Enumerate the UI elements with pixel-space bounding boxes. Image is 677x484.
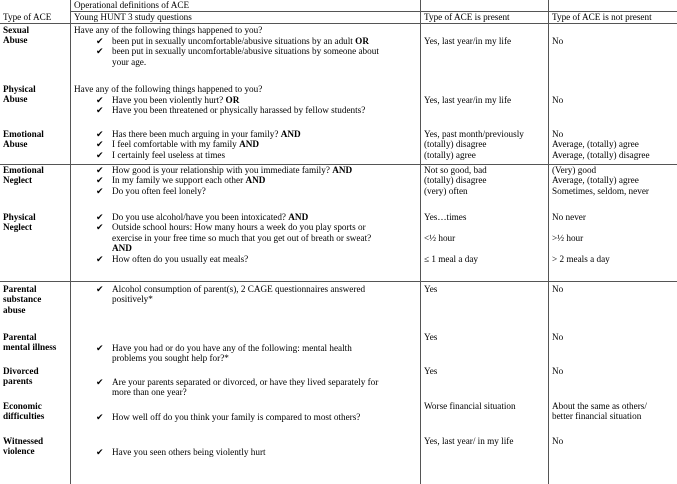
question-item: Outside school hours: How many hours a week do you play sports or — [112, 222, 366, 233]
question-item: problems you sought help for?* — [112, 353, 229, 364]
checkmark-icon: ✔ — [96, 185, 104, 196]
ace-type-label: Emotional — [3, 165, 44, 175]
col-divider-1 — [70, 0, 71, 484]
question-item: exercise in your free time so much that you get out of breath or sweat? — [112, 232, 372, 243]
ace-type-label: Emotional — [3, 129, 44, 139]
question-item: Do you often feel lonely? — [112, 185, 206, 196]
checkmark-icon: ✔ — [96, 253, 104, 264]
super-header: Operational definitions of ACE — [74, 0, 190, 10]
section-divider-2 — [0, 281, 677, 282]
checkmark-icon: ✔ — [96, 105, 104, 116]
checkmark-icon: ✔ — [96, 284, 104, 294]
ace-type-label: Witnessed — [3, 436, 44, 446]
ace-type-label: Neglect — [3, 222, 33, 233]
ace-not-present-value: No — [552, 129, 564, 139]
question-item: Have you been violently hurt? OR — [112, 95, 240, 105]
ace-type-label: violence — [3, 446, 35, 457]
ace-not-present-value: > 2 meals a day — [552, 253, 610, 264]
checkmark-icon: ✔ — [96, 36, 104, 46]
header-questions: Young HUNT 3 study questions — [74, 12, 192, 22]
ace-type-label: Divorced — [3, 366, 39, 376]
ace-not-present-value: Sometimes, seldom, never — [552, 185, 649, 196]
ace-type-label: Physical — [3, 84, 36, 94]
ace-type-label: Parental — [3, 332, 37, 342]
ace-present-value: Yes…times — [424, 212, 467, 222]
question-item: Are your parents separated or divorced, or have they lived separately for — [112, 377, 379, 387]
ace-type-label: difficulties — [3, 411, 45, 422]
ace-not-present-value: About the same as others/ — [552, 401, 647, 411]
ace-type-label: Abuse — [3, 139, 28, 150]
col-divider-2 — [420, 0, 421, 484]
col-divider-3 — [548, 0, 549, 484]
ace-type-label: Abuse — [3, 94, 28, 105]
ace-type-label: parents — [3, 376, 33, 387]
question-item: Have you had or do you have any of the following: mental health — [112, 343, 352, 353]
question-intro: Have any of the following things happened to you? — [74, 25, 263, 35]
ace-type-label: Sexual — [3, 25, 30, 35]
question-item: Alcohol consumption of parent(s), 2 CAGE questionnaires answered — [112, 284, 366, 294]
ace-present-value: Not so good, bad — [424, 165, 487, 175]
question-item: How often do you usually eat meals? — [112, 253, 249, 264]
ace-present-value: Yes, last year/ in my life — [424, 436, 514, 446]
checkmark-icon: ✔ — [96, 447, 104, 457]
checkmark-icon: ✔ — [96, 95, 104, 105]
checkmark-icon: ✔ — [96, 222, 104, 233]
question-item: AND — [112, 243, 132, 254]
checkmark-icon: ✔ — [96, 139, 104, 150]
question-item: Have you been threatened or physically harassed by fellow students? — [112, 105, 366, 116]
ace-not-present-value: No — [552, 284, 564, 294]
ace-present-value: Worse financial situation — [424, 401, 516, 411]
ace-not-present-value: No — [552, 332, 564, 342]
ace-type-label: Economic — [3, 401, 42, 411]
checkmark-icon: ✔ — [96, 46, 104, 57]
ace-type-label: Abuse — [3, 35, 28, 46]
ace-present-value: <½ hour — [424, 232, 456, 243]
question-item: Has there been much arguing in your family? AND — [112, 129, 301, 139]
ace-not-present-value: No never — [552, 212, 586, 222]
question-item: more than one year? — [112, 387, 187, 398]
ace-not-present-value: (Very) good — [552, 165, 597, 175]
ace-present-value: Yes, last year/in my life — [424, 95, 512, 105]
question-item: been put in sexually uncomfortable/abusive situations by someone about — [112, 46, 379, 57]
ace-present-value: (totally) disagree — [424, 175, 487, 186]
ace-type-label: Parental — [3, 284, 37, 294]
ace-not-present-value: No — [552, 366, 564, 376]
checkmark-icon: ✔ — [96, 412, 104, 422]
question-item: I certainly feel useless at times — [112, 149, 226, 160]
ace-present-value: Yes — [424, 284, 438, 294]
checkmark-icon: ✔ — [96, 149, 104, 160]
ace-type-label: Physical — [3, 212, 36, 222]
question-item: positively* — [112, 294, 153, 305]
ace-present-value: Yes, last year/in my life — [424, 36, 512, 46]
ace-not-present-value: Average, (totally) disagree — [552, 149, 650, 160]
question-intro: Have any of the following things happened to you? — [74, 84, 263, 94]
header-divider-2 — [0, 23, 677, 24]
ace-not-present-value: better financial situation — [552, 411, 642, 422]
checkmark-icon: ✔ — [96, 377, 104, 387]
ace-type-label: abuse — [3, 304, 26, 315]
ace-type-label: substance — [3, 294, 42, 305]
question-item: I feel comfortable with my family AND — [112, 139, 259, 150]
question-item: In my family we support each other AND — [112, 175, 266, 186]
question-item: Have you seen others being violently hurt — [112, 447, 266, 457]
ace-type-label: Neglect — [3, 175, 33, 186]
question-item: been put in sexually uncomfortable/abusive situations by an adult OR — [112, 36, 369, 46]
checkmark-icon: ✔ — [96, 165, 104, 175]
ace-not-present-value: No — [552, 36, 564, 46]
header-present: Type of ACE is present — [424, 12, 510, 22]
ace-not-present-value: No — [552, 436, 564, 446]
header-type: Type of ACE — [3, 12, 52, 22]
ace-not-present-value: Average, (totally) agree — [552, 175, 639, 186]
checkmark-icon: ✔ — [96, 129, 104, 139]
header-not-present: Type of ACE is not present — [552, 12, 652, 22]
ace-present-value: Yes, past month/previously — [424, 129, 524, 139]
ace-type-label: mental illness — [3, 342, 57, 353]
question-item: How good is your relationship with you immediate family? AND — [112, 165, 353, 175]
ace-present-value: Yes — [424, 332, 438, 342]
ace-present-value: (totally) agree — [424, 149, 476, 160]
checkmark-icon: ✔ — [96, 175, 104, 186]
ace-not-present-value: >½ hour — [552, 232, 584, 243]
ace-present-value: (totally) disagree — [424, 139, 487, 150]
question-item: How well off do you think your family is compared to most others? — [112, 412, 361, 422]
checkmark-icon: ✔ — [96, 343, 104, 353]
ace-not-present-value: Average, (totally) agree — [552, 139, 639, 150]
ace-present-value: (very) often — [424, 185, 468, 196]
ace-present-value: ≤ 1 meal a day — [424, 253, 479, 264]
ace-not-present-value: No — [552, 95, 564, 105]
ace-present-value: Yes — [424, 366, 438, 376]
question-item: your age. — [112, 56, 147, 67]
question-item: Do you use alcohol/have you been intoxicated? AND — [112, 212, 309, 222]
checkmark-icon: ✔ — [96, 212, 104, 222]
